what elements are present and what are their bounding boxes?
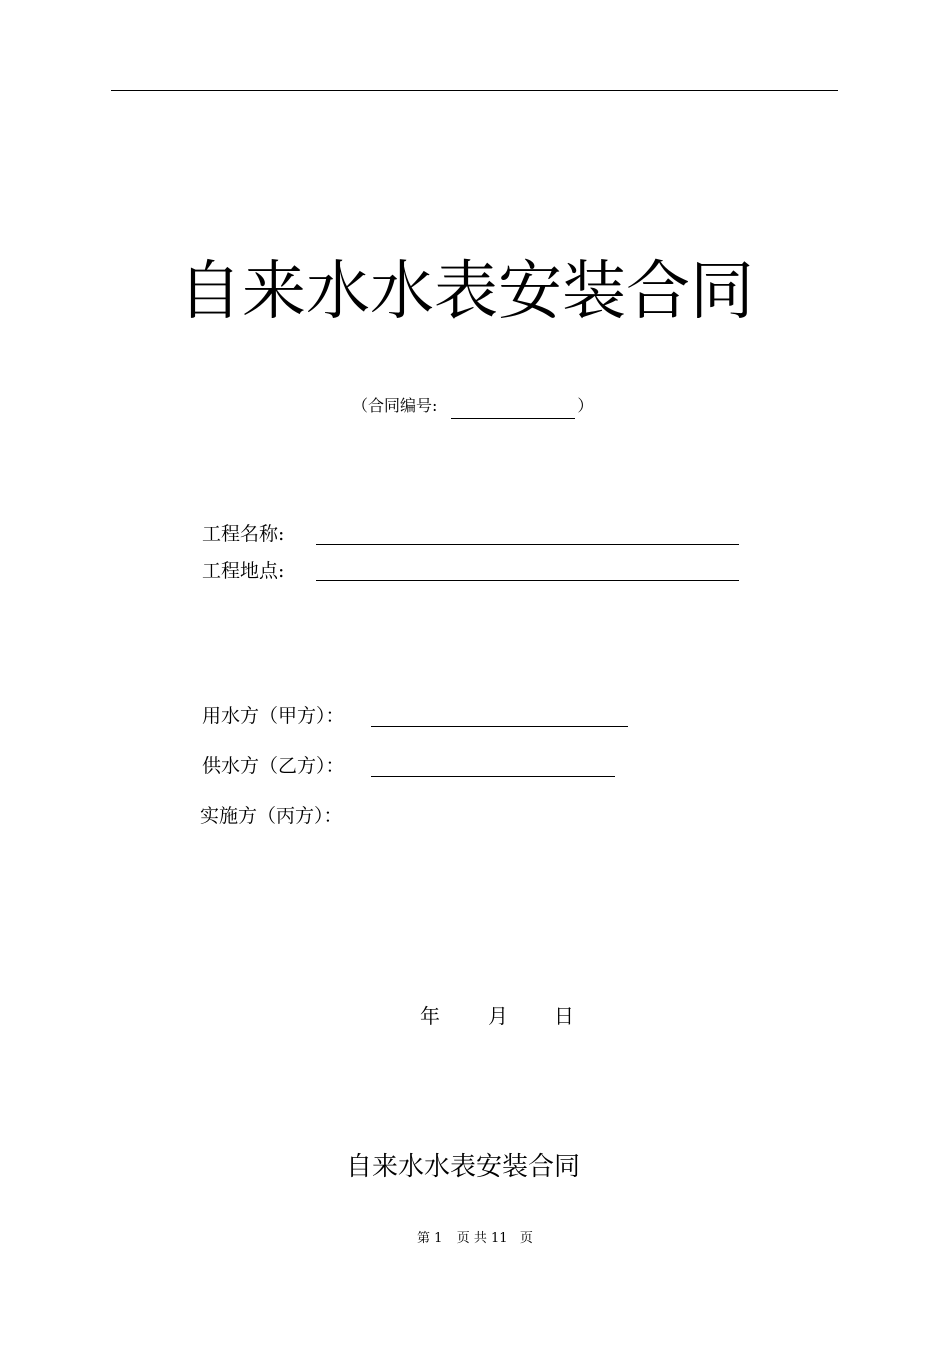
document-title: 自来水水表安装合同 bbox=[178, 255, 754, 329]
date-line bbox=[420, 1001, 574, 1031]
page-number bbox=[417, 1229, 533, 1249]
party-b-blank bbox=[371, 776, 615, 777]
header-rule bbox=[111, 90, 838, 91]
day-label: 日 bbox=[554, 1004, 574, 1028]
page-total: 11 bbox=[491, 1231, 508, 1246]
party-a-blank bbox=[371, 726, 628, 727]
party-a-label: 用水方（甲方）： bbox=[202, 705, 345, 727]
footer-title: 自来水水表安装合同 bbox=[346, 1152, 581, 1182]
page-suffix: 页 bbox=[519, 1231, 533, 1246]
month-label: 月 bbox=[488, 1004, 508, 1028]
project-location-blank bbox=[316, 580, 739, 581]
page-mid: 页 共 bbox=[456, 1231, 487, 1246]
party-c-label: 实施方（丙方）： bbox=[200, 805, 343, 827]
year-label: 年 bbox=[420, 1004, 440, 1028]
page-current: 1 bbox=[434, 1231, 443, 1246]
contract-number-label: （合同编号: bbox=[352, 396, 438, 415]
page-prefix: 第 bbox=[417, 1231, 431, 1246]
project-name-blank bbox=[316, 544, 739, 545]
party-b-label: 供水方（乙方）： bbox=[202, 755, 345, 777]
project-name-label: 工程名称: bbox=[202, 523, 285, 545]
contract-number-blank bbox=[451, 402, 575, 419]
project-location-label: 工程地点: bbox=[202, 560, 285, 582]
contract-number-close: ） bbox=[577, 396, 594, 415]
contract-number-line bbox=[352, 393, 593, 419]
